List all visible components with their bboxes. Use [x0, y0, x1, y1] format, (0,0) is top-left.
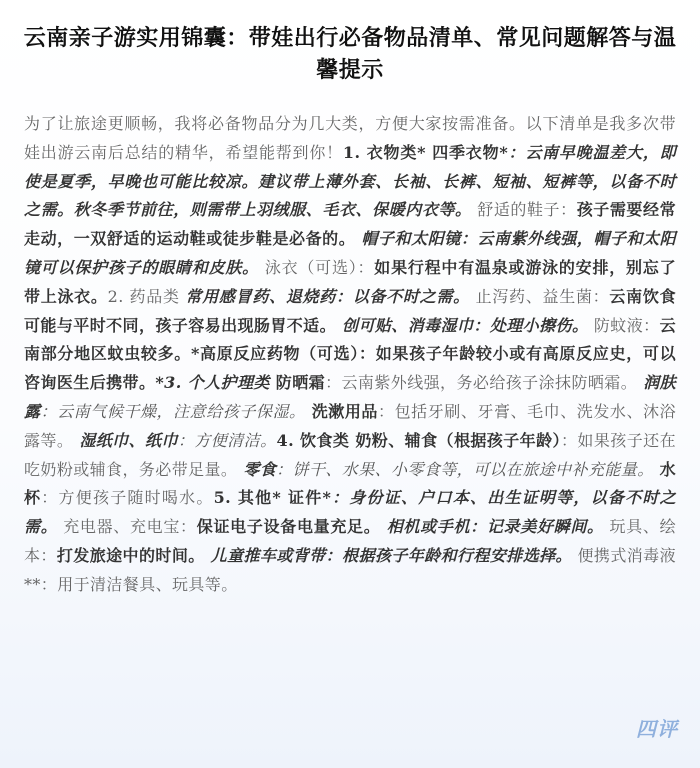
- article-segment: 帽子和太阳镜：云南紫外线强，帽子和太阳镜可以保护孩子的眼睛和皮肤。: [24, 229, 676, 277]
- article-segment: 常用感冒药、退烧药：以备不时之需。: [185, 286, 470, 306]
- article-segment: 玩具、绘本：: [24, 517, 677, 565]
- article-segment: 云南饮食可能与平时不同，孩子容易出现肠胃不适。: [24, 286, 676, 335]
- article-segment: ：方便孩子随时喝水。: [41, 488, 214, 508]
- article-segment: 舒适的鞋子：: [471, 200, 577, 220]
- article-segment: 便携式消毒液**：用于清洁餐具、玩具等。: [24, 545, 676, 594]
- article-segment: 泳衣（可选）：: [258, 257, 375, 277]
- article-segment: ：饼干、水果、小零食等，可以在旅途中补充能量。: [276, 459, 654, 479]
- article-body: [0, 86, 700, 600]
- article-segment: 孩子需要经常走动，一双舒适的运动鞋或徒步鞋是必备的。: [24, 200, 676, 249]
- article-segment: ：身份证、户口本、出生证明等，以备不时之需。: [24, 488, 676, 537]
- article-segment: 1. 衣物类* 四季衣物*: [342, 142, 509, 162]
- article-segment: ：云南早晚温差大，即使是夏季，早晚也可能比较凉。建议带上薄外套、长袖、长裤、短袖、短裤等，以备不时之需。秋冬季节前往，则需带上羽绒服、毛衣、保暖内衣等。: [24, 142, 676, 220]
- article-segment: 云南部分地区蚊虫较多。*高原反应药物（可选）：如果孩子年龄较小或有高原反应史，可以咨询医生后携带。: [24, 315, 676, 393]
- article-segment: 止泻药、益生菌：: [469, 286, 610, 306]
- article-segment: 相机或手机：记录美好瞬间。: [380, 517, 604, 537]
- article-segment: ：云南气候干燥，注意给孩子保湿。: [40, 401, 306, 421]
- article-segment: 洗漱用品: [305, 401, 379, 421]
- article-segment: 防蚊液：: [588, 315, 660, 335]
- article-segment: 为了让旅途更顺畅，我将必备物品分为几大类，方便大家按需准备。以下清单是我多次带娃出游云南后总结的精华，希望能帮到你！: [24, 114, 676, 162]
- article-segment: 防晒霜: [275, 373, 326, 393]
- article-segment: 儿童推车或背带：根据孩子年龄和行程安排选择。: [204, 545, 572, 565]
- page-title: 云南亲子游实用锦囊：带娃出行必备物品清单、常见问题解答与温馨提示: [23, 25, 677, 83]
- article-segment: 2. 药品类: [107, 286, 186, 306]
- article-segment: *3. 个人护理类: [155, 373, 276, 393]
- article-segment: 充电器、充电宝：: [57, 517, 197, 537]
- article-segment: ：方便清洁。: [177, 430, 277, 450]
- site-logo: 四评: [636, 717, 678, 741]
- article-segment: ：包括牙刷、牙膏、毛巾、洗发水、沐浴露等。: [24, 401, 677, 450]
- article-segment: 保证电子设备电量充足。: [196, 517, 381, 537]
- article-segment: 零食: [237, 459, 277, 479]
- article-segment: 水杯: [24, 459, 676, 508]
- article-segment: 润肤露: [24, 373, 676, 421]
- article-segment: 5. 其他* 证件*: [213, 488, 332, 508]
- article-segment: ：如果孩子还在吃奶粉或辅食，务必带足量。: [24, 430, 676, 479]
- article-segment: 4. 饮食类 奶粉、辅食（根据孩子年龄）: [276, 430, 561, 450]
- article-segment: 湿纸巾、纸巾: [73, 430, 178, 450]
- article-segment: 创可贴、消毒湿巾：处理小擦伤。: [336, 315, 589, 335]
- article-segment: ：云南紫外线强，务必给孩子涂抹防晒霜。: [325, 373, 638, 393]
- article-segment: 打发旅途中的时间。: [56, 545, 205, 565]
- article-segment: 如果行程中有温泉或游泳的安排，别忘了带上泳衣。: [24, 257, 676, 306]
